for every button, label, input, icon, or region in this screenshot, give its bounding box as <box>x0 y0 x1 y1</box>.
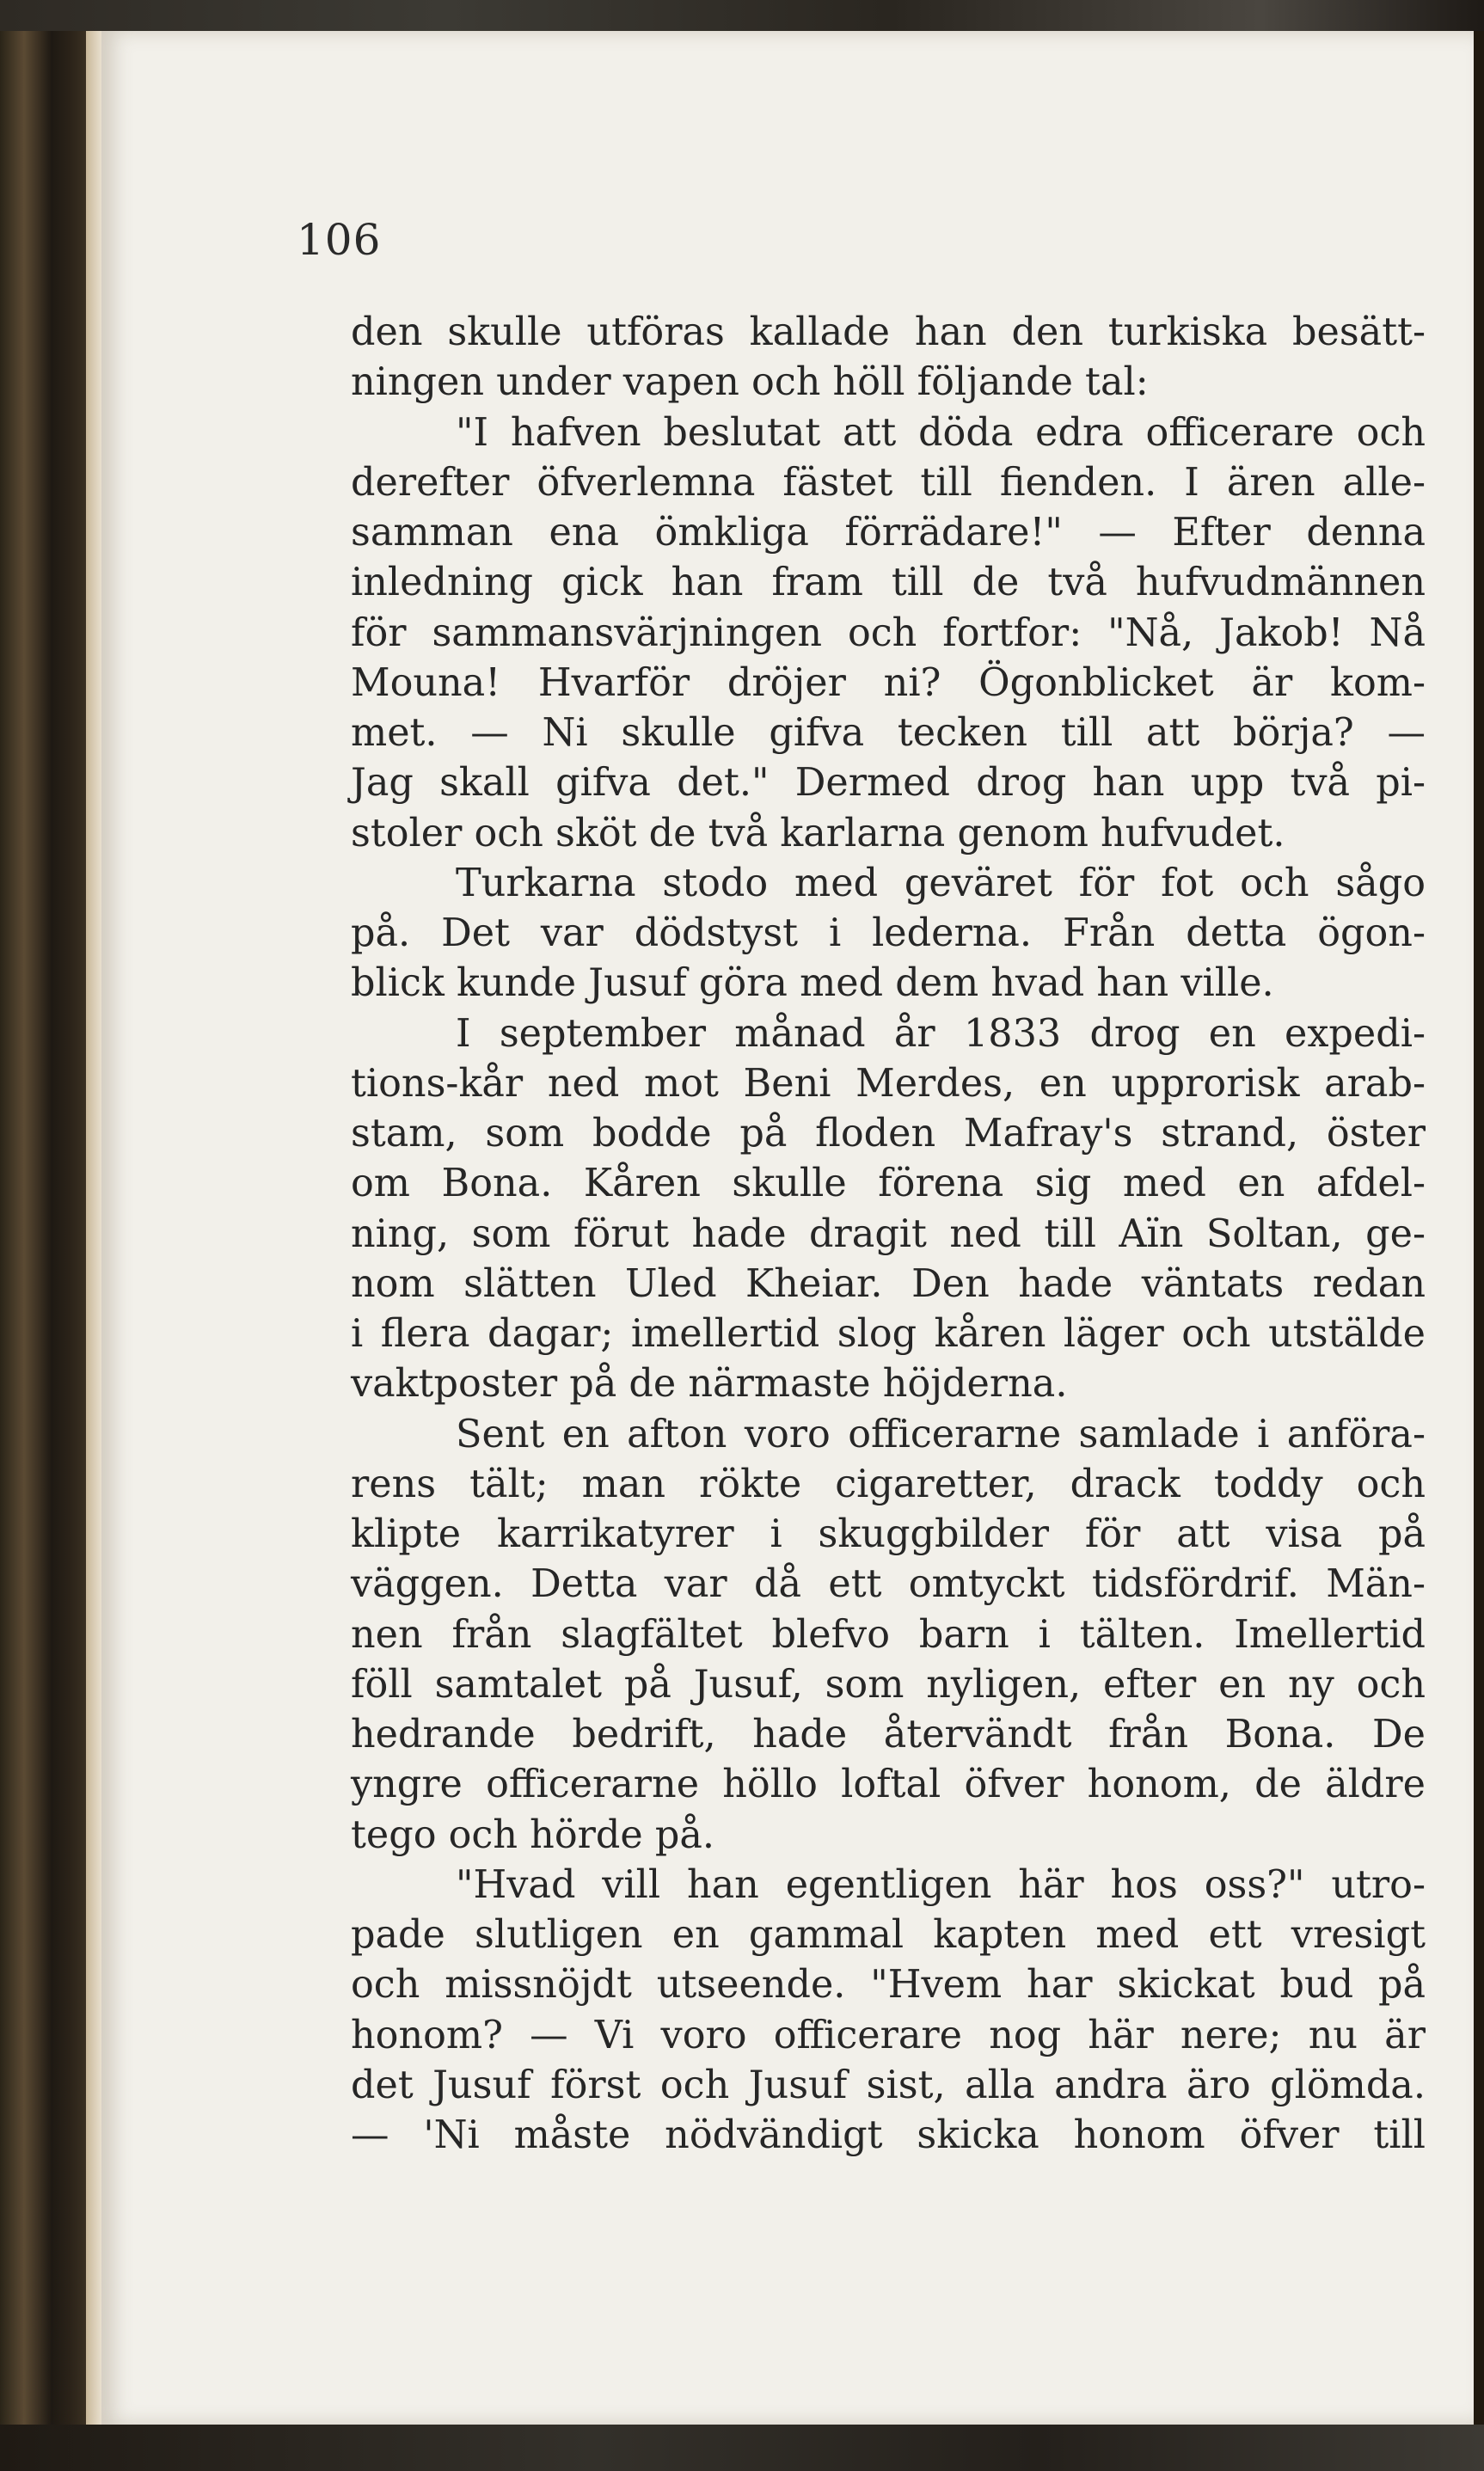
text-line: ningen under vapen och höll följande tal: <box>351 360 1149 405</box>
text-line: Mouna! Hvarför dröjer ni? Ögonblicket är kom- <box>351 660 1426 705</box>
text-line: Turkarna stodo med geväret för fot och sågo <box>456 861 1426 905</box>
book-cover-edge-bottom <box>0 2425 1484 2471</box>
text-line: I september månad år 1833 drog en expedi- <box>456 1011 1426 1056</box>
text-line: "Hvad vill han egentligen här hos oss?" utro- <box>456 1862 1426 1907</box>
text-line: vaktposter på de närmaste höjderna. <box>351 1362 1068 1407</box>
text-line: på. Det var dödstyst i lederna. Från detta ögon- <box>351 911 1426 955</box>
page-number: 106 <box>297 215 382 265</box>
text-line: blick kunde Jusuf göra med dem hvad han ville. <box>351 961 1274 1006</box>
text-line: pade slutligen en gammal kapten med ett vresigt <box>351 1913 1426 1957</box>
text-line: hedrande bedrift, hade återvändt från Bona. De <box>351 1713 1426 1757</box>
text-line: — 'Ni måste nödvändigt skicka honom öfver till <box>351 2113 1426 2157</box>
text-line: för sammansvärjningen och fortfor: "Nå, Jakob! Nå <box>351 610 1426 655</box>
text-line: tions-kår ned mot Beni Merdes, en upprorisk arab- <box>351 1061 1426 1106</box>
text-line: nom slätten Uled Kheiar. Den hade väntats redan <box>351 1261 1426 1306</box>
text-line: derefter öfverlemna fästet till fienden. I ären alle- <box>351 460 1426 505</box>
text-line: Jag skall gifva det." Dermed drog han upp två pi- <box>351 761 1426 806</box>
text-line: tego och hörde på. <box>351 1812 715 1857</box>
text-line: klipte karrikatyrer i skuggbilder för att visa på <box>351 1512 1426 1556</box>
text-line: rens tält; man rökte cigaretter, drack toddy och <box>351 1462 1426 1506</box>
text-line: den skulle utföras kallade han den turkiska besätt- <box>351 310 1426 354</box>
text-line: "I hafven beslutat att döda edra officerare och <box>456 410 1426 455</box>
page-gutter <box>86 31 103 2425</box>
text-line: stam, som bodde på floden Mafray's strand, öster <box>351 1112 1426 1156</box>
book-cover-edge-top <box>0 0 1484 31</box>
text-line: ning, som förut hade dragit ned till Aïn Soltan, ge- <box>351 1211 1426 1256</box>
text-line: i flera dagar; imellertid slog kåren läger och utstälde <box>351 1312 1426 1356</box>
text-line: väggen. Detta var då ett omtyckt tidsfördrif. Män- <box>351 1562 1426 1607</box>
text-line: det Jusuf först och Jusuf sist, alla andra äro glömda. <box>351 2063 1426 2107</box>
text-line: Sent en afton voro officerarne samlade i anföra- <box>456 1412 1426 1456</box>
text-line: yngre officerarne höllo loftal öfver honom, de äldre <box>351 1763 1426 1807</box>
text-line: och missnöjdt utseende. "Hvem har skickat bud på <box>351 1963 1426 2008</box>
text-line: föll samtalet på Jusuf, som nyligen, efter en ny och <box>351 1662 1426 1707</box>
text-line: honom? — Vi voro officerare nog här nere; nu är <box>351 2013 1426 2057</box>
text-line: om Bona. Kåren skulle förena sig med en afdel- <box>351 1162 1426 1206</box>
body-text <box>351 308 1426 2161</box>
text-line: samman ena ömkliga förrädare!" — Efter denna <box>351 511 1426 555</box>
text-line: met. — Ni skulle gifva tecken till att börja? — <box>351 711 1426 755</box>
text-line: inledning gick han fram till de två hufvudmännen <box>351 561 1426 605</box>
text-line: stoler och sköt de två karlarna genom hufvudet. <box>351 811 1285 855</box>
text-line: nen från slagfältet blefvo barn i tälten. Imellertid <box>351 1612 1426 1657</box>
